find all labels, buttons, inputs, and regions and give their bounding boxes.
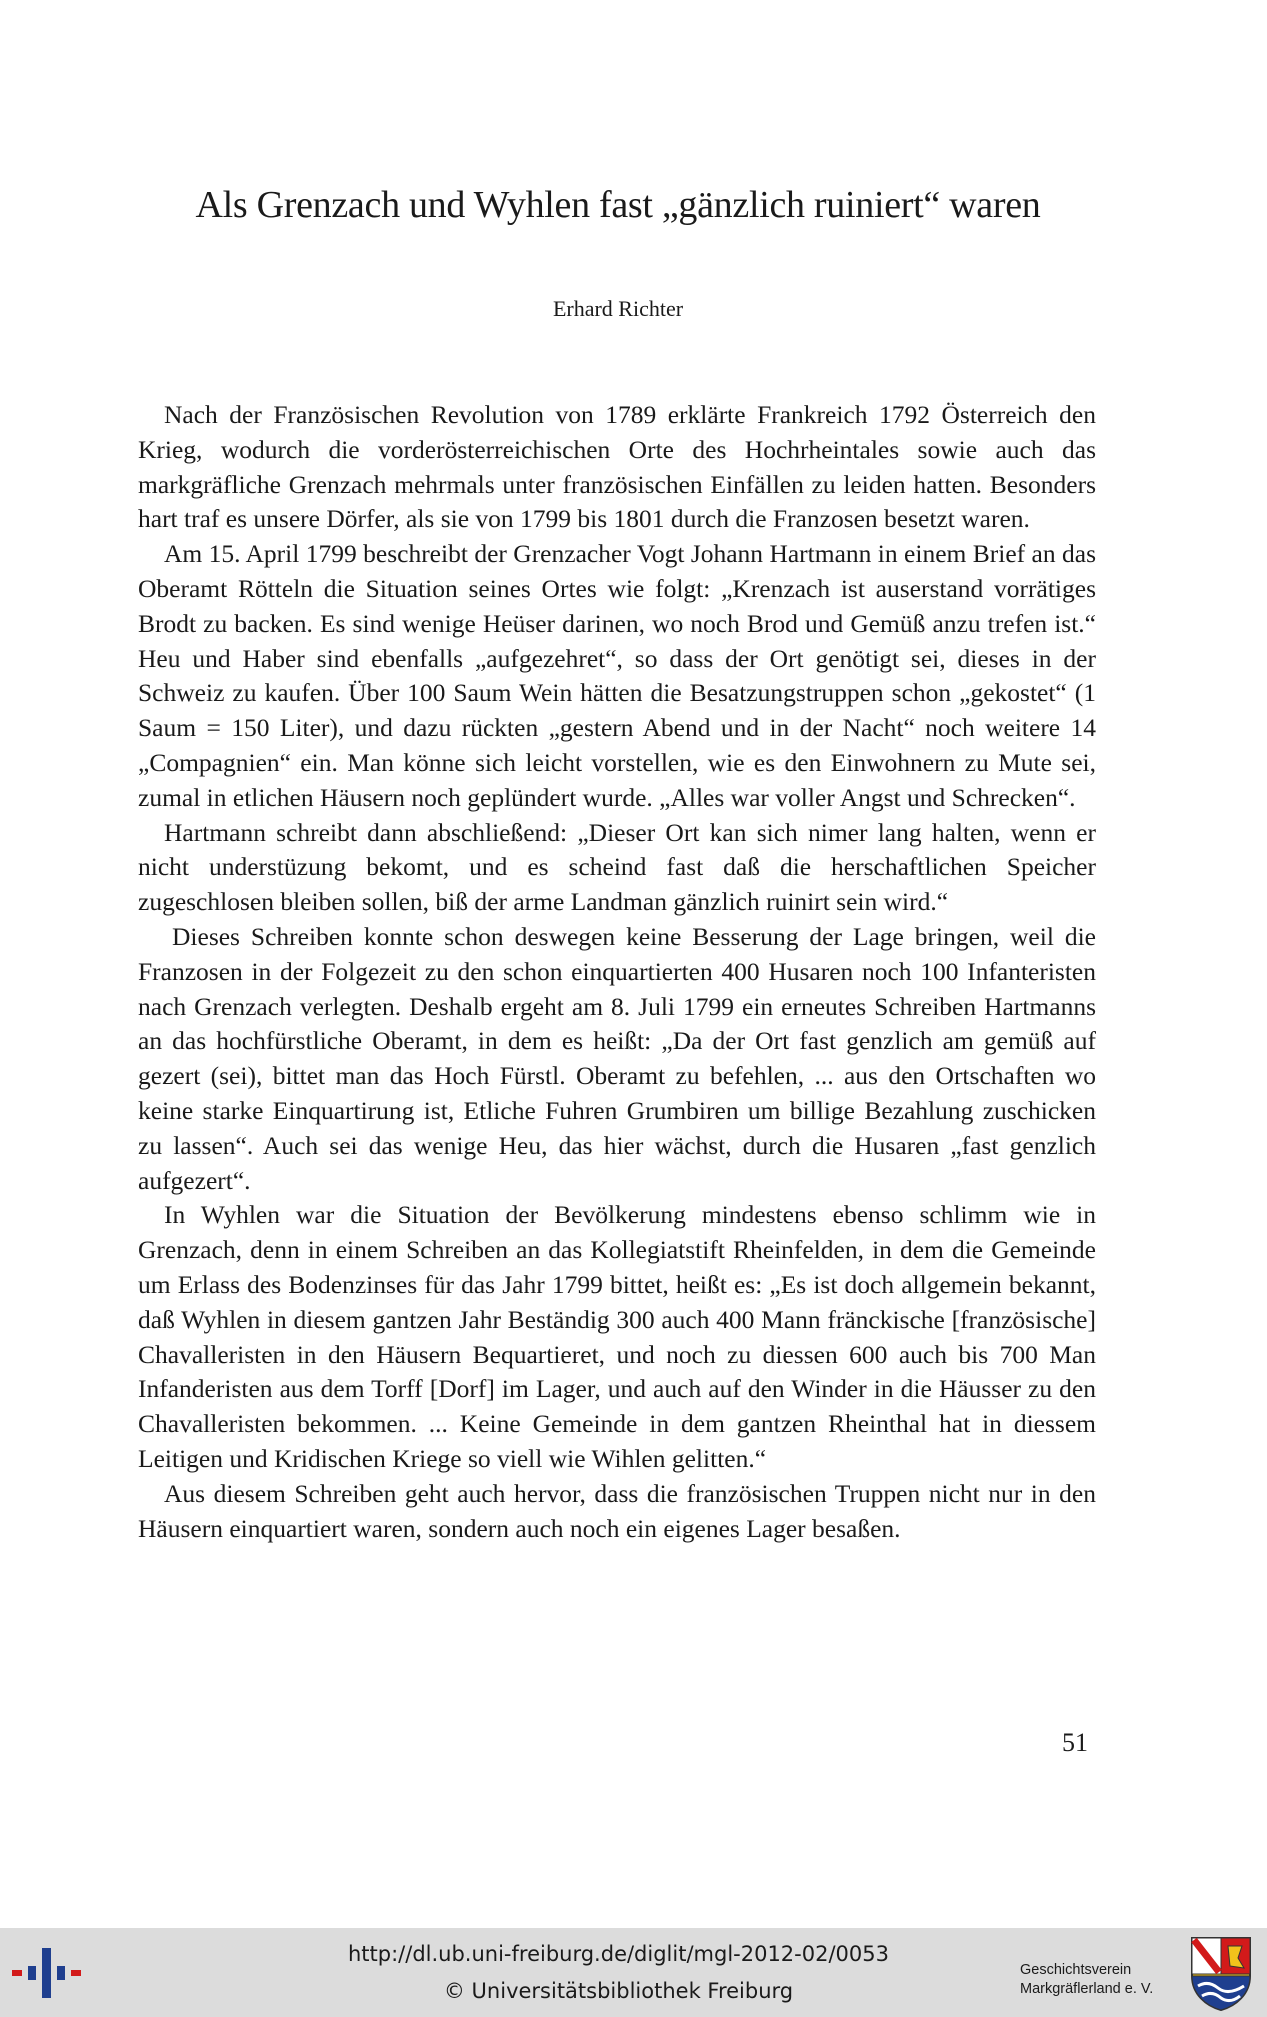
paragraph: Hartmann schreibt dann abschließend: „Dieser Ort kan sich nimer lang halten, wenn er nicht understüzung bekomt, und es scheind fast daß die herschaftlichen Speicher zugeschlosen bleiben sollen, biß der arme Landman gänzlich ruinirt sein wird.“ — [138, 817, 1096, 917]
paragraph: Am 15. April 1799 beschreibt der Grenzacher Vogt Johann Hartmann in einem Brief an das Oberamt Rötteln die Situation seines Ortes wie folgt: „Krenzach ist auserstand vorrätiges Brodt zu backen. Es sind wenige Heüser darinen, wo noch Brod und Gemüß anzu trefen ist.“ Heu und Haber sind ebenfalls „aufgezehret“, so dass der Ort genötigt sei, dieses in der Schweiz zu kaufen. Über 100 Saum Wein hätten die Besatzungstruppen schon „gekostet“ (1 Saum = 150 Liter), und dazu rückten „gestern Abend und in der Nacht“ noch weitere 14 „Compagnien“ ein. Man könne sich leicht vorstellen, wie es den Einwohnern zu Mute sei, zumal in etlichen Häusern noch geplündert wurde. „Alles war voller Angst und Schrecken“. — [138, 539, 1096, 812]
paragraph: Dieses Schreiben konnte schon deswegen keine Besserung der Lage bringen, weil die Franzosen in der Folgezeit zu den schon einquartierten 400 Husaren noch 100 Infanteristen nach Grenzach verlegten. Deshalb ergeht am 8. Juli 1799 ein erneutes Schreiben Hartmanns an das hochfürstliche Oberamt, in dem es heißt: „Da der Ort fast genzlich am gemüß auf gezert (sei), bittet man das Hoch Fürstl. Oberamt zu befehlen, ... aus den Ortschaften wo keine starke Einquartirung ist, Etliche Fuhren Grumbiren um billige Bezahlung zuschicken zu lassen“. Auch sei das wenige Heu, das hier wächst, durch die Husaren „fast genzlich aufgezert“. — [138, 921, 1096, 1195]
society-name — [1020, 1961, 1153, 1999]
coat-of-arms-icon — [1190, 1936, 1252, 2012]
article-body — [138, 398, 1096, 1546]
footer-bar — [0, 1928, 1267, 2017]
paragraph: Nach der Französischen Revolution von 1789 erklärte Frankreich 1792 Österreich den Krieg, wodurch die vorderösterreichischen Orte des Hochrheintales sowie auch das markgräfliche Grenzach mehrmals unter französischen Einfällen zu leiden hatten. Besonders hart traf es unsere Dörfer, als sie von 1799 bis 1801 durch die Franzosen besetzt waren. — [138, 400, 1096, 534]
article-title: Als Grenzach und Wyhlen fast „gänzlich ruiniert“ waren — [195, 184, 1041, 226]
society-name-line2: Markgräflerland e. V. — [1020, 1981, 1154, 1997]
article-author: Erhard Richter — [552, 296, 684, 321]
paragraph: In Wyhlen war die Situation der Bevölkerung mindestens ebenso schlimm wie in Grenzach, denn in einem Schreiben an das Kollegiatstift Rheinfelden, in dem die Gemeinde um Erlass des Bodenzinses für das Jahr 1799 bittet, heißt es: „Es ist doch allgemein bekannt, daß Wyhlen in diesem gantzen Jahr Beständig 300 auch 400 Mann fränckische [französische] Chavalleristen in den Häusern Bequartieret, und noch zu diessen 600 auch bis 700 Man Infanderisten aus dem Torff [Dorf] im Lager, und auch auf den Winder in die Häusser zu den Chavalleristen bekommen. ... Keine Gemeinde in dem gantzen Rheinthal hat in diessem Leitigen und Kridischen Kriege so viell wie Wihlen gelitten.“ — [138, 1200, 1096, 1473]
society-name-line1: Geschichtsverein — [1020, 1962, 1132, 1978]
page-number: 51 — [1062, 1728, 1088, 1757]
copyright-notice: © Universitätsbibliothek Freiburg — [443, 1979, 794, 2003]
paragraph: Aus diesem Schreiben geht auch hervor, dass die französischen Truppen nicht nur in den Häusern einquartiert waren, sondern auch noch ein eigenes Lager besaßen. — [138, 1478, 1096, 1543]
permalink-url[interactable]: http://dl.ub.uni-freiburg.de/diglit/mgl-2012-02/0053 — [347, 1942, 889, 1966]
